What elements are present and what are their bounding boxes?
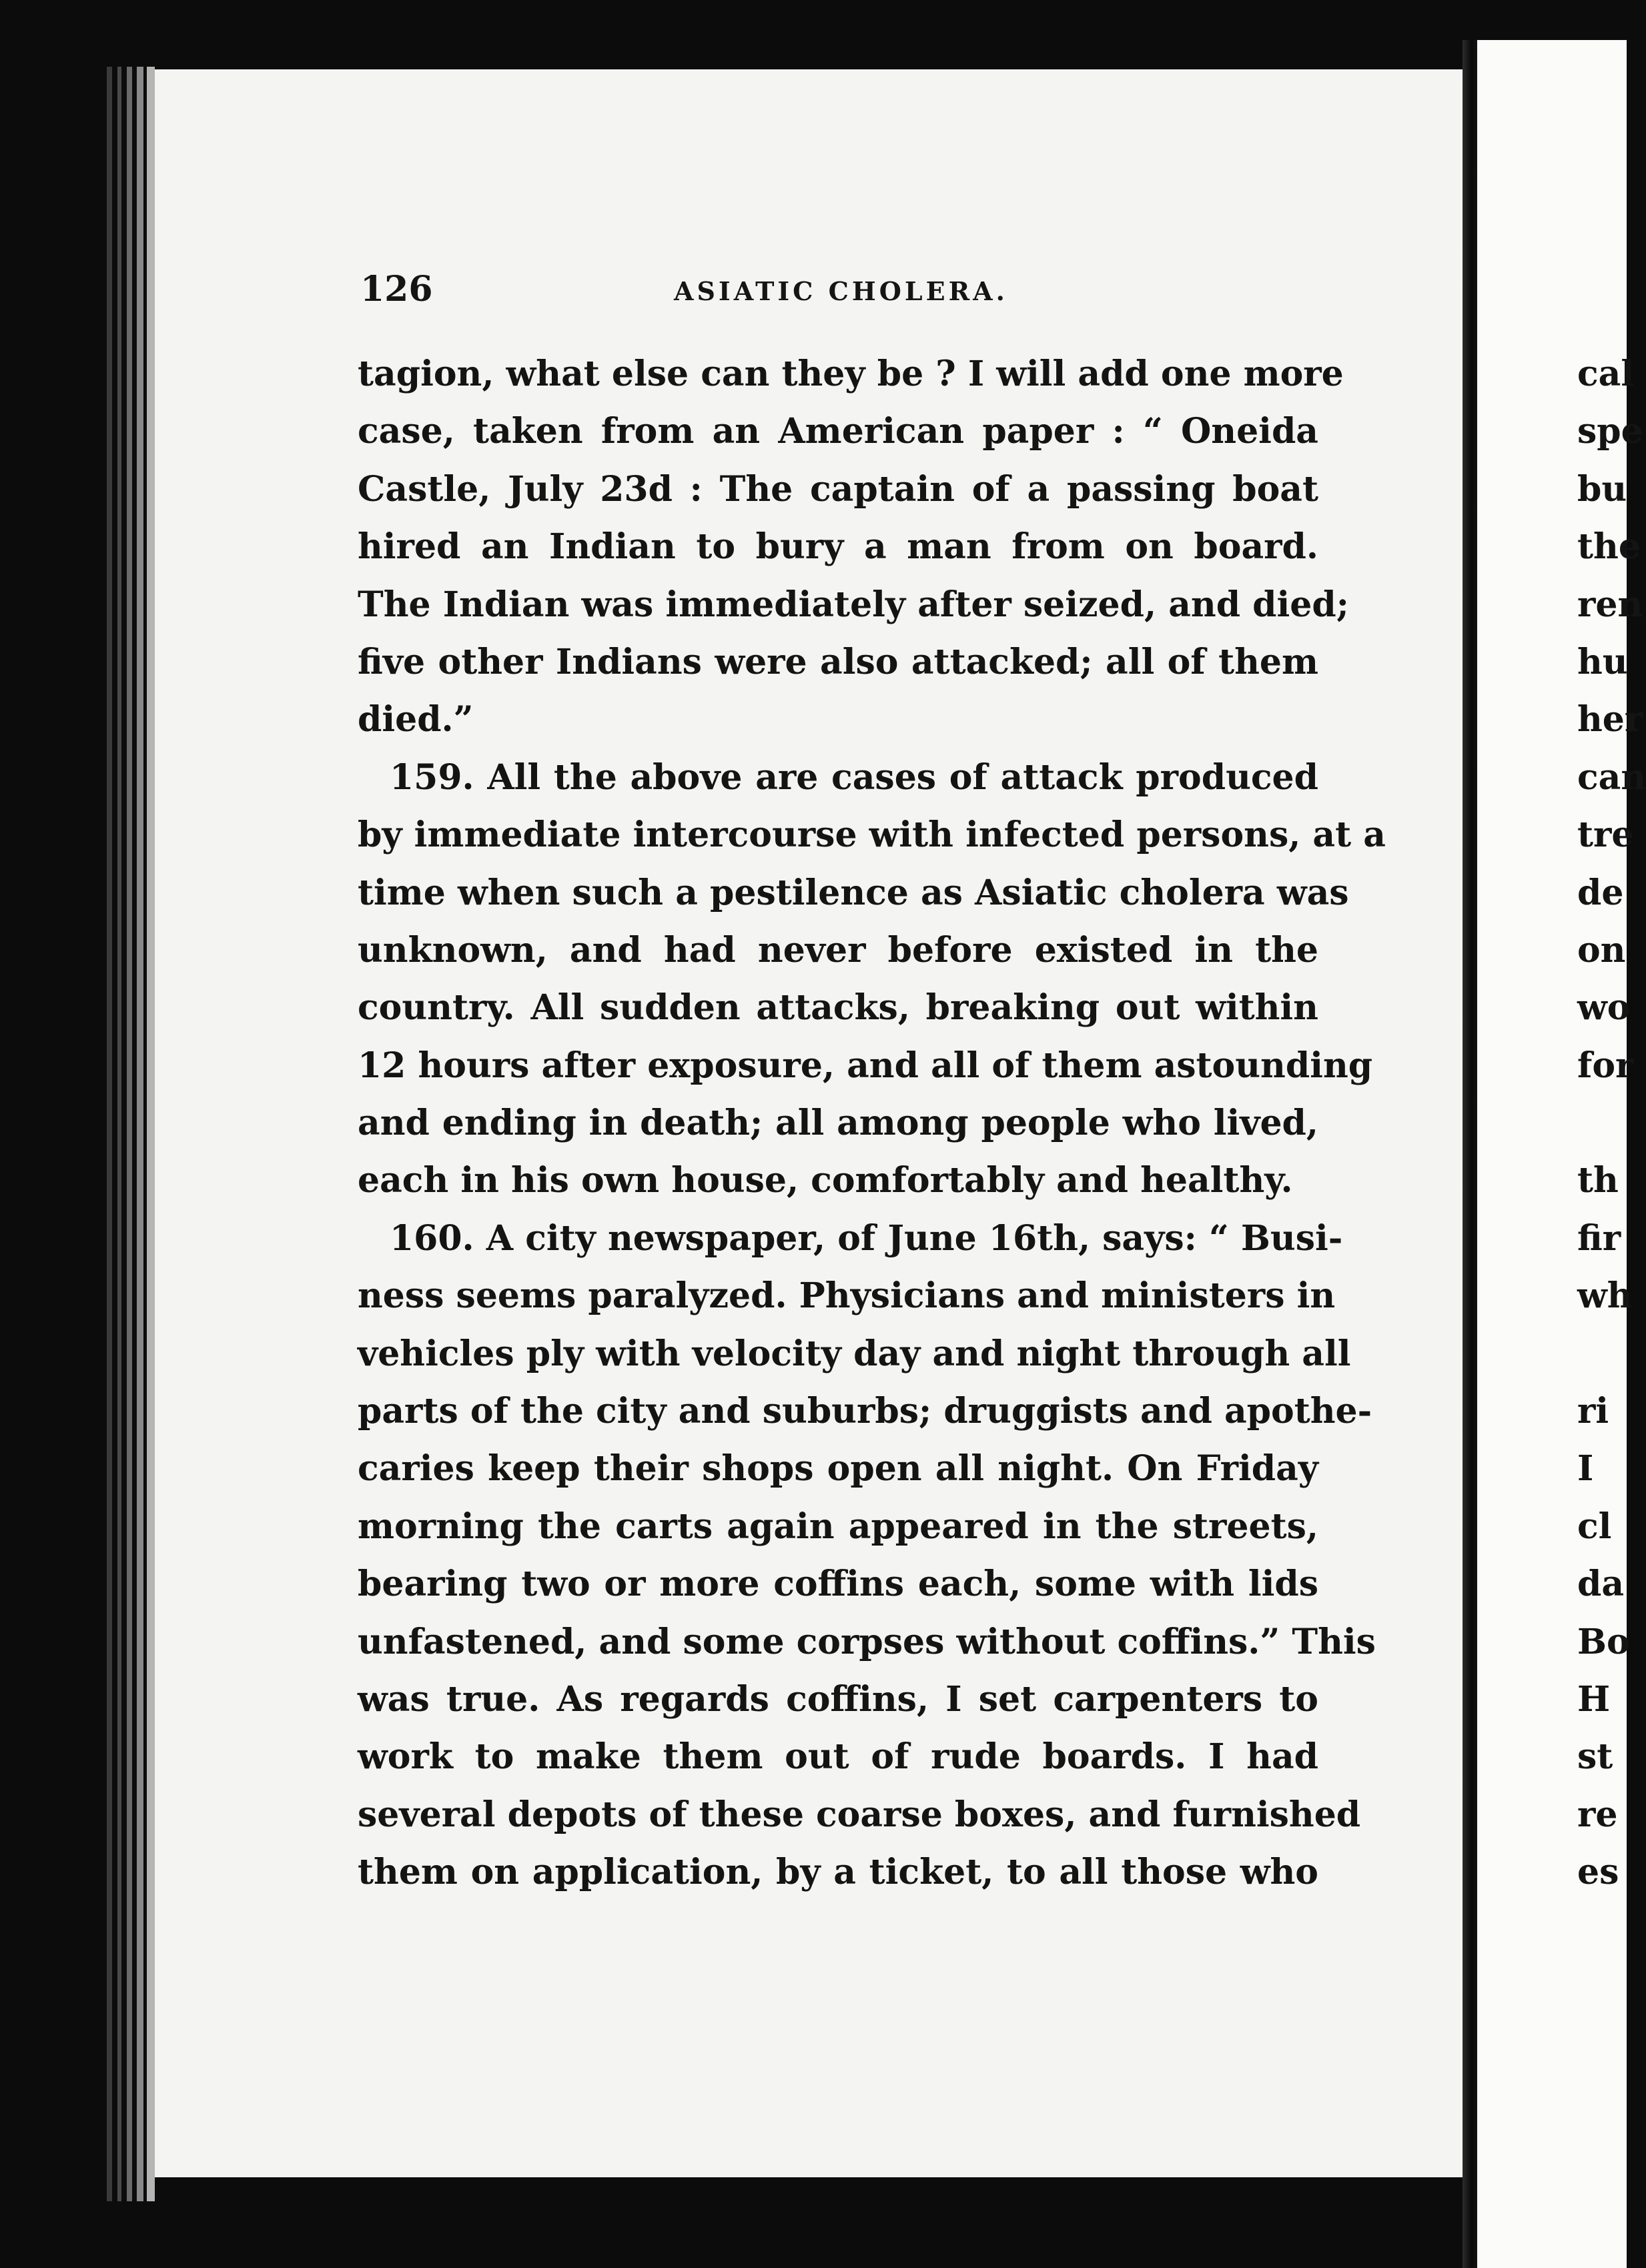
page-gutter bbox=[1463, 40, 1477, 2268]
fragment-line: de bbox=[1577, 872, 1624, 913]
running-head: ASIATIC CHOLERA. bbox=[674, 276, 1008, 306]
page-number: 126 bbox=[360, 269, 433, 310]
fragment-line bbox=[1577, 1325, 1627, 1383]
fragment-line: wh bbox=[1577, 1275, 1633, 1317]
fragment-line: can bbox=[1577, 756, 1646, 798]
fragment-line: the bbox=[1577, 526, 1641, 568]
text-line: five other Indians were also attacked; all of them bbox=[358, 641, 1318, 682]
text-line: case, taken from an American paper : “ Oneida bbox=[358, 411, 1318, 452]
text-line: time when such a pestilence as Asiatic cholera was bbox=[358, 872, 1349, 913]
text-line: parts of the city and suburbs; druggists and apothe- bbox=[358, 1391, 1372, 1432]
fragment-line: her bbox=[1577, 699, 1643, 740]
text-line: was true. As regards coffins, I set carpenters to bbox=[358, 1678, 1318, 1720]
text-line: 12 hours after exposure, and all of them astounding bbox=[358, 1045, 1373, 1086]
text-line: died.” bbox=[358, 699, 474, 740]
text-line: them on application, by a ticket, to all those who bbox=[358, 1852, 1318, 1893]
text-line: tagion, what else can they be ? I will add one more bbox=[358, 354, 1344, 394]
fragment-line: tre bbox=[1577, 814, 1634, 856]
fragment-line: da bbox=[1577, 1564, 1625, 1605]
text-line: by immediate intercourse with infected persons, at a bbox=[358, 814, 1386, 856]
text-line: bearing two or more coffins each, some with lids bbox=[358, 1564, 1318, 1605]
fragment-line: Bo bbox=[1577, 1621, 1630, 1662]
fragment-line: for bbox=[1577, 1045, 1634, 1086]
fragment-line: ren bbox=[1577, 584, 1643, 625]
body-text bbox=[358, 346, 1386, 1902]
fragment-line: es bbox=[1577, 1852, 1619, 1893]
fragment-line: I bbox=[1577, 1448, 1594, 1490]
text-line: work to make them out of rude boards. I had bbox=[358, 1736, 1318, 1778]
text-line: caries keep their shops open all night. On Friday bbox=[358, 1448, 1318, 1490]
fragment-line: wo bbox=[1577, 987, 1631, 1029]
paragraph-159-start: 159. All the above are cases of attack produced bbox=[390, 756, 1318, 798]
text-line: hired an Indian to bury a man from on board. bbox=[358, 526, 1318, 568]
fragment-line: fir bbox=[1577, 1217, 1621, 1259]
text-line: morning the carts again appeared in the streets, bbox=[358, 1506, 1318, 1547]
fragment-line: cl bbox=[1577, 1506, 1612, 1547]
text-line: unknown, and had never before existed in the bbox=[358, 929, 1318, 971]
fragment-line: on bbox=[1577, 929, 1626, 971]
text-line: unfastened, and some corpses without coffins.” This bbox=[358, 1621, 1376, 1662]
fragment-line: th bbox=[1577, 1160, 1619, 1201]
text-line: ness seems paralyzed. Physicians and ministers in bbox=[358, 1275, 1336, 1317]
right-page-text-fragments bbox=[1577, 346, 1646, 1902]
fragment-line: hu bbox=[1577, 641, 1628, 682]
fragment-line: spe bbox=[1577, 411, 1643, 452]
fragment-line: st bbox=[1577, 1736, 1613, 1778]
text-line: Castle, July 23d : The captain of a passing boat bbox=[358, 468, 1318, 510]
text-line: and ending in death; all among people who lived, bbox=[358, 1103, 1318, 1144]
fragment-line: cal bbox=[1577, 354, 1635, 394]
text-line: each in his own house, comfortably and healthy. bbox=[358, 1160, 1293, 1201]
fragment-line: ri bbox=[1577, 1391, 1609, 1432]
fragment-line: H bbox=[1577, 1678, 1611, 1720]
text-line: The Indian was immediately after seized, and died; bbox=[358, 584, 1349, 625]
fragment-line: re bbox=[1577, 1794, 1618, 1835]
text-line: several depots of these coarse boxes, and furnished bbox=[358, 1794, 1361, 1835]
text-line: country. All sudden attacks, breaking out within bbox=[358, 987, 1318, 1029]
paragraph-160-start: 160. A city newspaper, of June 16th, says: “ Busi- bbox=[390, 1217, 1343, 1259]
text-line: vehicles ply with velocity day and night through all bbox=[358, 1333, 1351, 1374]
fragment-line bbox=[1577, 1095, 1627, 1152]
page-header bbox=[360, 269, 1318, 310]
fragment-line: bu bbox=[1577, 468, 1627, 510]
